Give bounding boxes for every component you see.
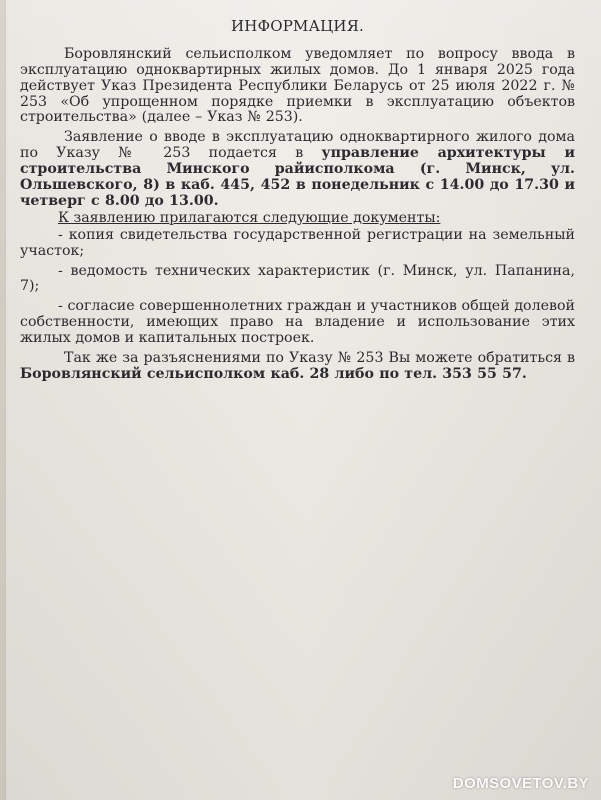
document-item-2: - ведомость технических характеристик (г. Минск, ул. Папанина, 7); (20, 262, 575, 295)
documents-heading: К заявлению прилагаются следующие документы: (58, 209, 441, 226)
notice-paragraph-2 (20, 130, 575, 210)
notice-paragraph-2-bold: управление архитектуры и строительства Минского райисполкома (г. Минск, ул. Ольшевского, 8) в каб. 445, 452 в понедельник с 14.00 до 17.30 и четверг с 8.00 до 13.00. (20, 145, 576, 209)
document-item-3: - согласие совершеннолетних граждан и участников общей долевой собственности, имеющих право на владение и использование этих жилых домов и капитальных построек. (20, 298, 575, 347)
notice-paragraph-1: Боровлянский сельисполком уведомляет по вопросу ввода в эксплуатацию одноквартирных жилых домов. До 1 января 2025 года действует Указ Президента Республики Беларусь от 25 июля 2022 г. № 253 «Об упрощенном порядке приемки в эксплуатацию объектов строительства» (далее – Указ № 253). (20, 45, 575, 126)
document-content (20, 18, 575, 397)
notice-paragraph-2-text: Заявление о вводе в эксплуатацию одноквартирного жилого дома по Указу № 253 подается в (20, 129, 575, 162)
contact-paragraph (20, 351, 575, 383)
contact-paragraph-text: Так же за разъяснениями по Указу № 253 Вы можете обратиться в (64, 350, 575, 367)
site-watermark: DOMSOVETOV.BY (452, 775, 589, 792)
contact-paragraph-bold: Боровлянский сельисполком каб. 28 либо по тел. 353 55 57. (20, 366, 527, 383)
document-item-1: - копия свидетельства государственной регистрации на земельный участок; (20, 226, 575, 259)
document-title: ИНФОРМАЦИЯ. (231, 17, 364, 35)
